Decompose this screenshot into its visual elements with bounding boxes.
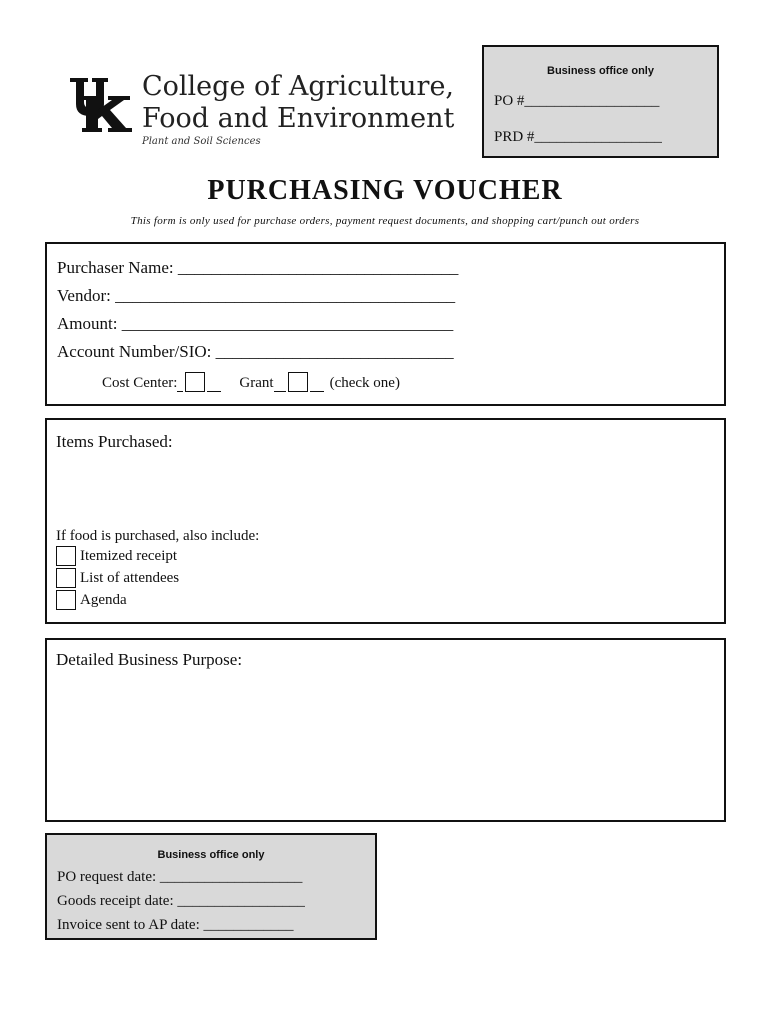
agenda-checkbox[interactable] <box>56 590 76 610</box>
college-name-line2: Food and Environment <box>142 103 455 134</box>
grant-label: Grant <box>239 375 274 391</box>
attendees-checkbox[interactable] <box>56 568 76 588</box>
business-office-box-bottom <box>45 833 377 940</box>
goods-receipt-date-field[interactable]: Goods receipt date: _________________ <box>57 893 305 909</box>
cost-center-label: Cost Center: <box>102 375 178 391</box>
form-instructions: This form is only used for purchase orders, payment request documents, and shopping cart/punch out orders <box>130 215 640 227</box>
food-note: If food is purchased, also include: <box>56 528 260 544</box>
business-office-title: Business office only <box>547 65 654 77</box>
grant-checkbox[interactable] <box>288 372 308 392</box>
account-number-field[interactable]: Account Number/SIO: ____________________________ <box>57 342 454 361</box>
itemized-receipt-checkbox[interactable] <box>56 546 76 566</box>
account-type-row <box>102 372 400 392</box>
items-purchased-section[interactable] <box>45 418 726 624</box>
business-purpose-section[interactable] <box>45 638 726 822</box>
business-office-title: Business office only <box>157 849 265 861</box>
po-request-date-field[interactable]: PO request date: ___________________ <box>57 869 303 885</box>
prd-number-field[interactable]: PRD #_________________ <box>494 129 662 145</box>
check-one-note: (check one) <box>329 375 400 391</box>
amount-field[interactable]: Amount: _______________________________________ <box>57 314 454 333</box>
uk-logo-mark <box>68 76 134 134</box>
items-purchased-label: Items Purchased: <box>56 432 173 451</box>
po-number-field[interactable]: PO #__________________ <box>494 93 660 109</box>
food-item-list-of-attendees[interactable] <box>56 568 179 588</box>
business-office-box-top <box>482 45 719 158</box>
business-purpose-label: Detailed Business Purpose: <box>56 650 243 669</box>
cost-center-checkbox[interactable] <box>185 372 205 392</box>
purchaser-name-field[interactable]: Purchaser Name: _________________________________ <box>57 258 459 277</box>
page-title: PURCHASING VOUCHER <box>207 175 563 206</box>
department-name: Plant and Soil Sciences <box>142 136 261 147</box>
food-item-label: List of attendees <box>80 569 180 586</box>
purchaser-info-section <box>45 242 726 406</box>
food-item-agenda[interactable] <box>56 590 127 610</box>
vendor-field[interactable]: Vendor: ________________________________________ <box>57 286 456 305</box>
college-name-line1: College of Agriculture, <box>142 71 455 102</box>
food-item-label: Itemized receipt <box>80 547 178 564</box>
food-item-itemized-receipt[interactable] <box>56 546 177 566</box>
college-logo <box>68 70 468 155</box>
food-item-label: Agenda <box>80 591 127 608</box>
invoice-sent-date-field[interactable]: Invoice sent to AP date: ____________ <box>57 917 294 933</box>
